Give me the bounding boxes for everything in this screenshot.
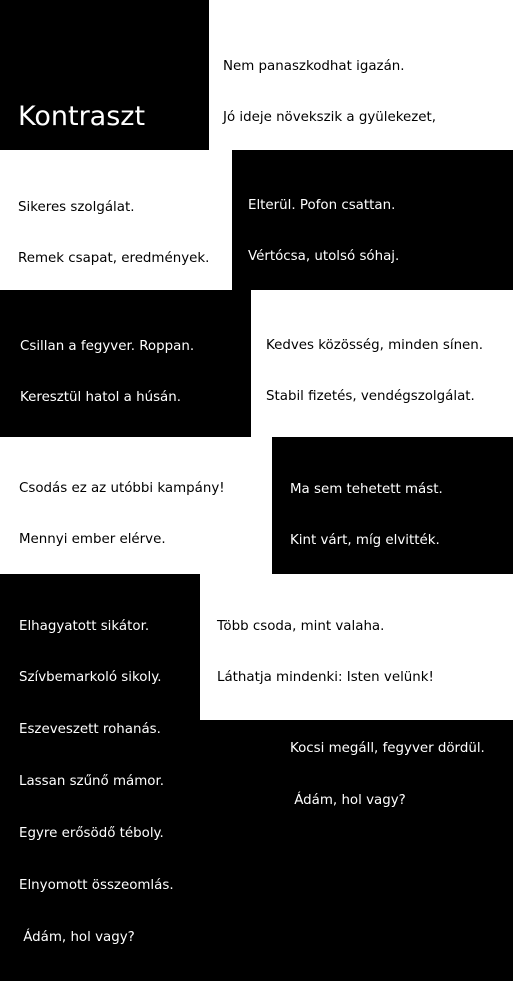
stanza-line: Csillan a fegyver. Roppan. [20,338,195,354]
stanza-panel-5 [251,290,513,437]
stanza-9 [217,583,486,981]
stanza-line: Remek csapat, eredmények. [18,251,210,267]
stanza-line: Sikeres szolgálat. [18,199,135,215]
stanza-line: Elhagyatott sikátor. [19,618,150,634]
stanza-line: Csodás ez az utóbbi kampány! [19,480,225,496]
stanza-line: Szívbemarkoló sikoly. [19,670,162,686]
stanza-line: Gyerünk, ez az Ő akarata! [217,774,393,790]
stanza-panel-1 [209,0,513,150]
stanza-line: Jó ideje növekszik a gyülekezet, [223,110,437,126]
stanza-refrain: Ádám, hol vagy? [290,792,406,808]
stanza-line: De hát a vízió így is döcög. [19,740,200,756]
stanza-line: Stabil fizetés, vendégszolgálat. [266,389,475,405]
stanza-panel-2 [0,150,232,290]
stanza-panel-3 [232,150,513,290]
stanza-line: Elterül. Pofon csattan. [248,197,396,213]
poem-title: Kontraszt [18,101,146,132]
stanza-line: Egyre erősödő téboly. [19,826,164,842]
stanza-panel-4 [0,290,251,437]
stanza-line: Lassan szűnő mámor. [19,774,165,790]
stanza-line: Kocsi megáll, fegyver dördül. [290,741,485,757]
stanza-refrain: Ádám, hol vagy? [19,929,135,945]
stanza-line: Kedves közösség, minden sínen. [266,337,484,353]
stanza-line: Több csoda, mint valaha. [217,618,385,634]
stanza-line: Keresztül hatol a húsán. [20,390,181,406]
stanza-line: Kételkedő hangnak köztünk nincs helye. [217,878,487,894]
stanza-refrain: Ádám, hol vagy? [217,929,333,945]
stanza-line: Vértócsa, utolsó sóhaj. [248,249,400,265]
stanza-line: Elnyomott összeomlás. [19,878,174,894]
stanza-line: Nem panaszkodhat igazán. [223,58,405,74]
title-panel [0,0,209,150]
stanza-line: Láthatja mindenki: Isten velünk! [217,670,434,686]
stanza-refrain: Ádám, hol vagy? [19,791,135,807]
stanza-line: Ma sem tehetett mást. [290,481,443,497]
stanza-line: Mennyi ember elérve. [19,532,166,548]
stanza-8 [19,583,174,981]
stanza-line: Néhány apróbb hibát meg elfedünk. [217,826,459,842]
stanza-line: Kint várt, míg elvitték. [290,533,440,549]
stanza-line: Eszeveszett rohanás. [19,722,161,738]
stanza-line: Csak éppen mi nem vagyunk vele. [217,722,449,738]
